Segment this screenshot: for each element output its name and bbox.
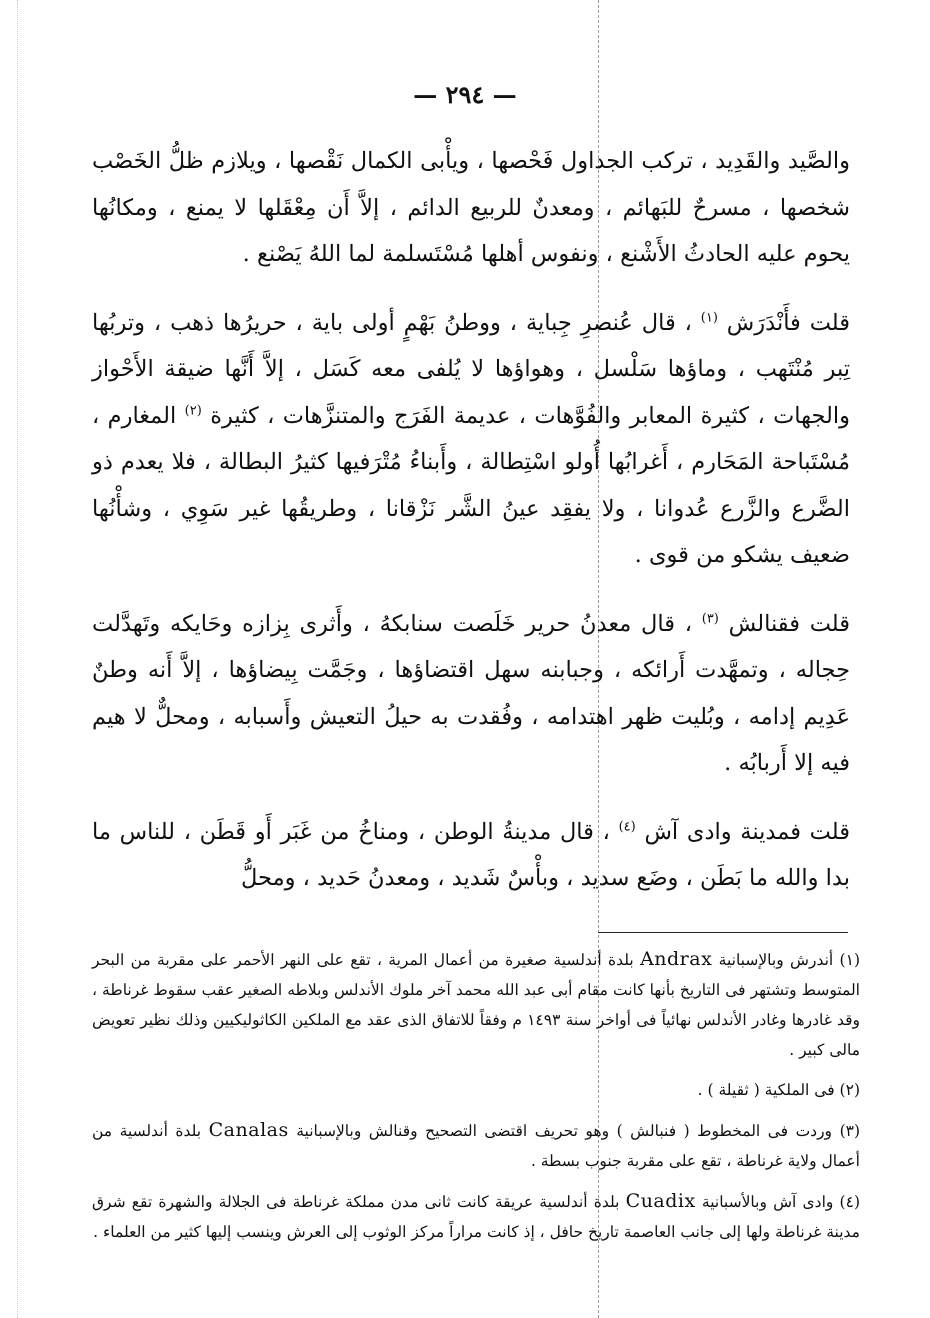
paragraph-text: المغارم ، مُسْتَباحة المَحَارم ، أَغرابُها أُولو اسْتِطالة ، وأَبناءُ مُتْرَفيها كثيرُ البطالة ، فلا يعدم ذو الضَّرع والزَّرع عُدوانا ، ولا يفقِد عينُ الشَّر نَزْقانا ، وطريقُها غير سَوِي ، وشأْنُها ضعيف يشكو من قوى . [92, 402, 850, 568]
paragraph-2 [92, 300, 850, 579]
paragraph-text: ، قال معدنُ حرير خَلَصت سنابكهُ ، وأَثرى بِزازه وحَايكه وتَهدَّلت حِجاله ، وتمهَّدت أَرائكه ، وجبابنه سهل اقتضاؤها ، وجَمَّت بِيضاؤها ، إلاَّ أَنه وطنٌ عَدِيم إدامه ، وبُليت ظهر اهتدامه ، وفُقدت به حيلُ التعيش وأَسبابه ، ومحلٌّ لا هيم فيه إلا أَربابُه . [92, 610, 850, 776]
footnote-latin-name: Canalas [208, 1119, 289, 1141]
footnote-text: فى الملكية ( ثقيلة ) . [697, 1081, 835, 1099]
page-edge-line [17, 0, 18, 1318]
footnote-latin-name: Andrax [640, 948, 713, 970]
footnote-3 [92, 1115, 860, 1176]
footnote-ref-1[interactable]: (١) [700, 310, 718, 325]
paragraph-lead: قلت فمدينة وادى آش [644, 818, 850, 845]
footnote-4 [92, 1186, 860, 1247]
paragraph-text: ، قال مدينةُ الوطن ، ومناخُ من غَبَر أَو قَطَن ، للناس ما بدا والله ما بَطَن ، وضَع سديد ، وبأْسٌ شَديد ، ومعدنُ حَديد ، ومحلُّ [92, 818, 850, 891]
footnote-number: (٢) [839, 1081, 860, 1099]
paragraph-text: والصَّيد والقَدِيد ، تركب الجداول فَحْصها ، ويأْبى الكمال نَقْصها ، ويلازم ظلُّ الخَصْب شخصها ، مسرحٌ للبَهائم ، ومعدنٌ للربيع الدائم ، إلاَّ أَن مِعْقَلها لا يمنع ، ومكانُها يحوم عليه الحادثُ الأَشْنع ، ونفوس أهلها مُسْتَسلمة لما اللهُ يَصْنع . [92, 148, 850, 267]
main-text [92, 138, 850, 902]
footnote-ref-4[interactable]: (٤) [618, 819, 636, 834]
paragraph-4 [92, 809, 850, 902]
footnote-ref-2[interactable]: (٢) [184, 403, 202, 418]
footnotes [92, 944, 860, 1257]
footnote-text: بلدة أندلسية صغيرة من أعمال المرية ، تقع على النهر الأحمر على مقربة من البحر المتوسط وتشتهر فى التاريخ بأنها كانت مقام أبى عبد الله محمد آخر ملوك الأندلس وبلاطه الصغير عقب سقوط غرناطة ، وقد غادرها وغادر الأندلس نهائياً فى أواخر سنة ١٤٩٣ م وفقاً للاتفاق الذى عقد مع الملكين الكاثوليكيين وذلك نظير تعويض مالى كبير . [92, 951, 860, 1059]
footnote-text: وردت فى المخطوط ( فنبالش ) وهو تحريف اقتضى التصحيح وقنالش وبالإسبانية [296, 1122, 833, 1140]
footnote-text: بلدة أندلسية من أعمال ولاية غرناطة ، تقع على مقربة جنوب بسطة . [92, 1122, 860, 1170]
footnote-number: (١) [839, 951, 860, 969]
footnote-text: وادى آش وبالأسبانية [701, 1193, 834, 1211]
footnote-text: أندرش وبالإسبانية [718, 951, 834, 969]
footnote-1 [92, 944, 860, 1065]
footnote-number: (٣) [839, 1122, 861, 1140]
footnote-2 [92, 1075, 860, 1105]
paragraph-1 [92, 138, 850, 278]
footnote-separator [598, 932, 848, 933]
footnote-ref-3[interactable]: (٣) [701, 611, 719, 626]
page-number: — ٢٩٤ — [413, 80, 517, 109]
paragraph-lead: قلت فأَنْدَرَش [726, 309, 850, 336]
footnote-text: بلدة أندلسية عريقة كانت ثانى مدن مملكة غرناطة فى الجلالة والشهرة تقع شرق مدينة غرناطة ولها إلى جانب العاصمة تاريخ حافل ، إذ كانت مراراً مركز الوثوب إلى العرش وينسب إليها كثير من العلماء . [92, 1193, 860, 1241]
footnote-number: (٤) [839, 1193, 860, 1211]
paragraph-lead: قلت فقنالش [728, 610, 850, 637]
footnote-latin-name: Cuadix [625, 1190, 696, 1212]
paragraph-text: ، قال عُنصرِ جِباية ، ووطنُ بَهْمٍ أولى باية ، حريرُها ذهب ، وتربُها تِبر مُنْتَهب ، وماؤها سَلْسل ، وهواؤها لا يُلفى معه كَسَل ، إلاَّ أَنَّها ضيقة الأَحْواز والجهات ، كثيرة المعابر والفُوَّهات ، عديمة الفَرَج والمتنزَّهات ، كثيرة [92, 309, 850, 429]
paragraph-3 [92, 601, 850, 787]
